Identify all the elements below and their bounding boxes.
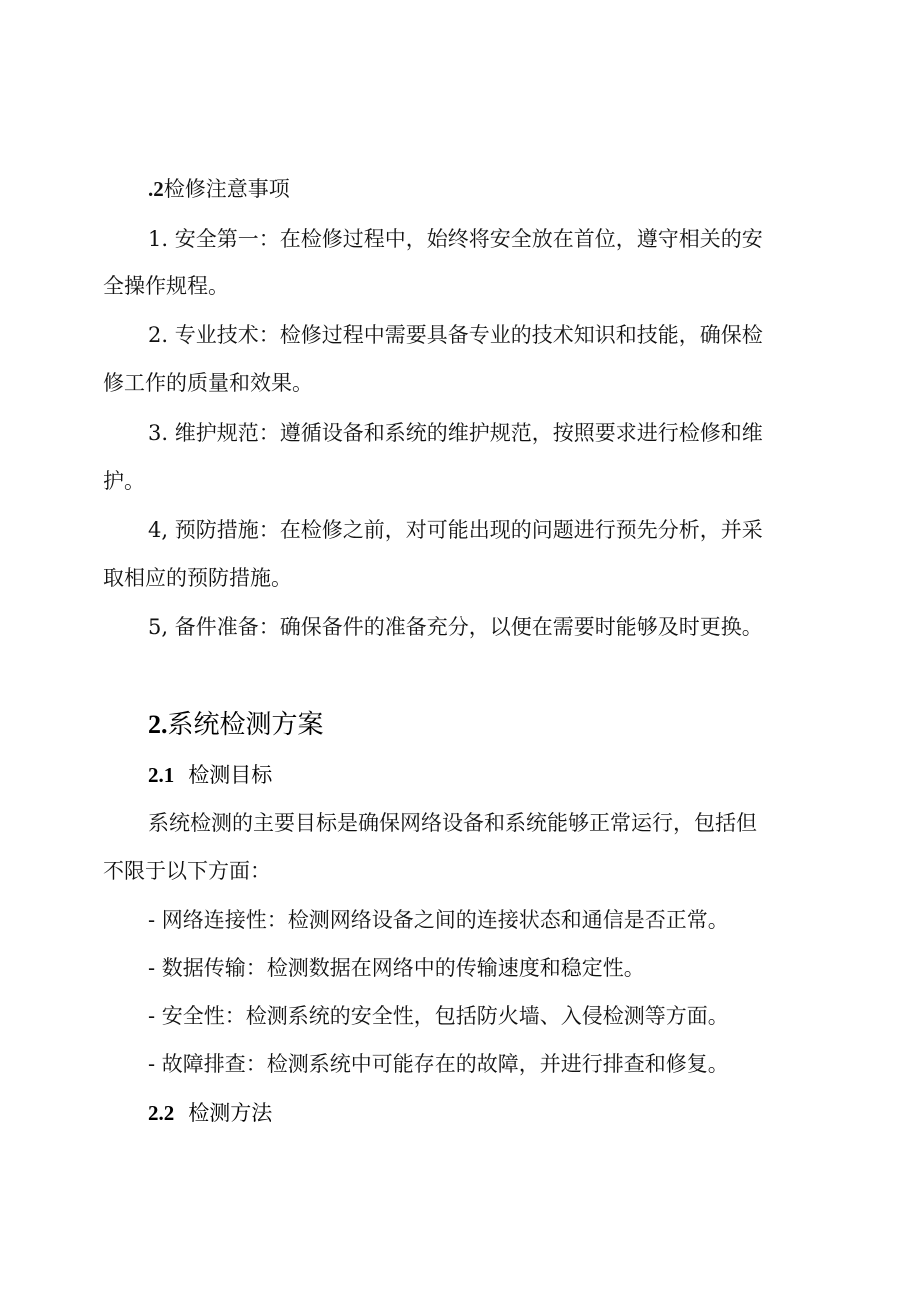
paragraph-line: 4, 预防措施：在检修之前，对可能出现的问题进行预先分析，并采 [148,518,763,542]
paragraph-line: 不限于以下方面： [103,859,271,883]
paragraph-line: 2. 专业技术：检修过程中需要具备专业的技术知识和技能，确保检 [148,323,763,347]
subsection-number: 2.1 [148,763,175,787]
paragraph-line: 5, 备件准备：确保备件的准备充分，以便在需要时能够及时更换。 [148,615,763,639]
paragraph-line: 系统检测的主要目标是确保网络设备和系统能够正常运行，包括但 [148,811,757,835]
bullet-item: - 安全性：检测系统的安全性，包括防火墙、入侵检测等方面。 [148,1004,729,1028]
paragraph-line: 全操作规程。 [103,274,229,298]
subsection-heading-test-methods [148,1098,272,1128]
bullet-item: - 故障排查：检测系统中可能存在的故障，并进行排查和修复。 [148,1052,729,1076]
section-heading-maintenance-notes [148,174,290,204]
section-heading-system-testing [148,708,324,742]
subsection-title: 检测方法 [188,1101,273,1125]
paragraph-line: 1. 安全第一：在检修过程中，始终将安全放在首位，遵守相关的安 [148,227,763,251]
subsection-heading-test-goals [148,760,272,790]
section-number: 2. [148,710,168,739]
section-title: 系统检测方案 [167,710,324,740]
paragraph-line: 3. 维护规范：遵循设备和系统的维护规范，按照要求进行检修和维 [148,421,763,445]
subsection-number: 2.2 [148,1101,175,1125]
paragraph-line: 取相应的预防措施。 [103,566,292,590]
subsection-title: 检测目标 [188,763,273,787]
paragraph-line: 护。 [103,469,145,493]
section-title: 检修注意事项 [163,177,290,201]
paragraph-line: 修工作的质量和效果。 [103,371,313,395]
section-number: .2 [148,177,164,201]
bullet-item: - 数据传输：检测数据在网络中的传输速度和稳定性。 [148,956,645,980]
bullet-item: - 网络连接性：检测网络设备之间的连接状态和通信是否正常。 [148,908,729,932]
